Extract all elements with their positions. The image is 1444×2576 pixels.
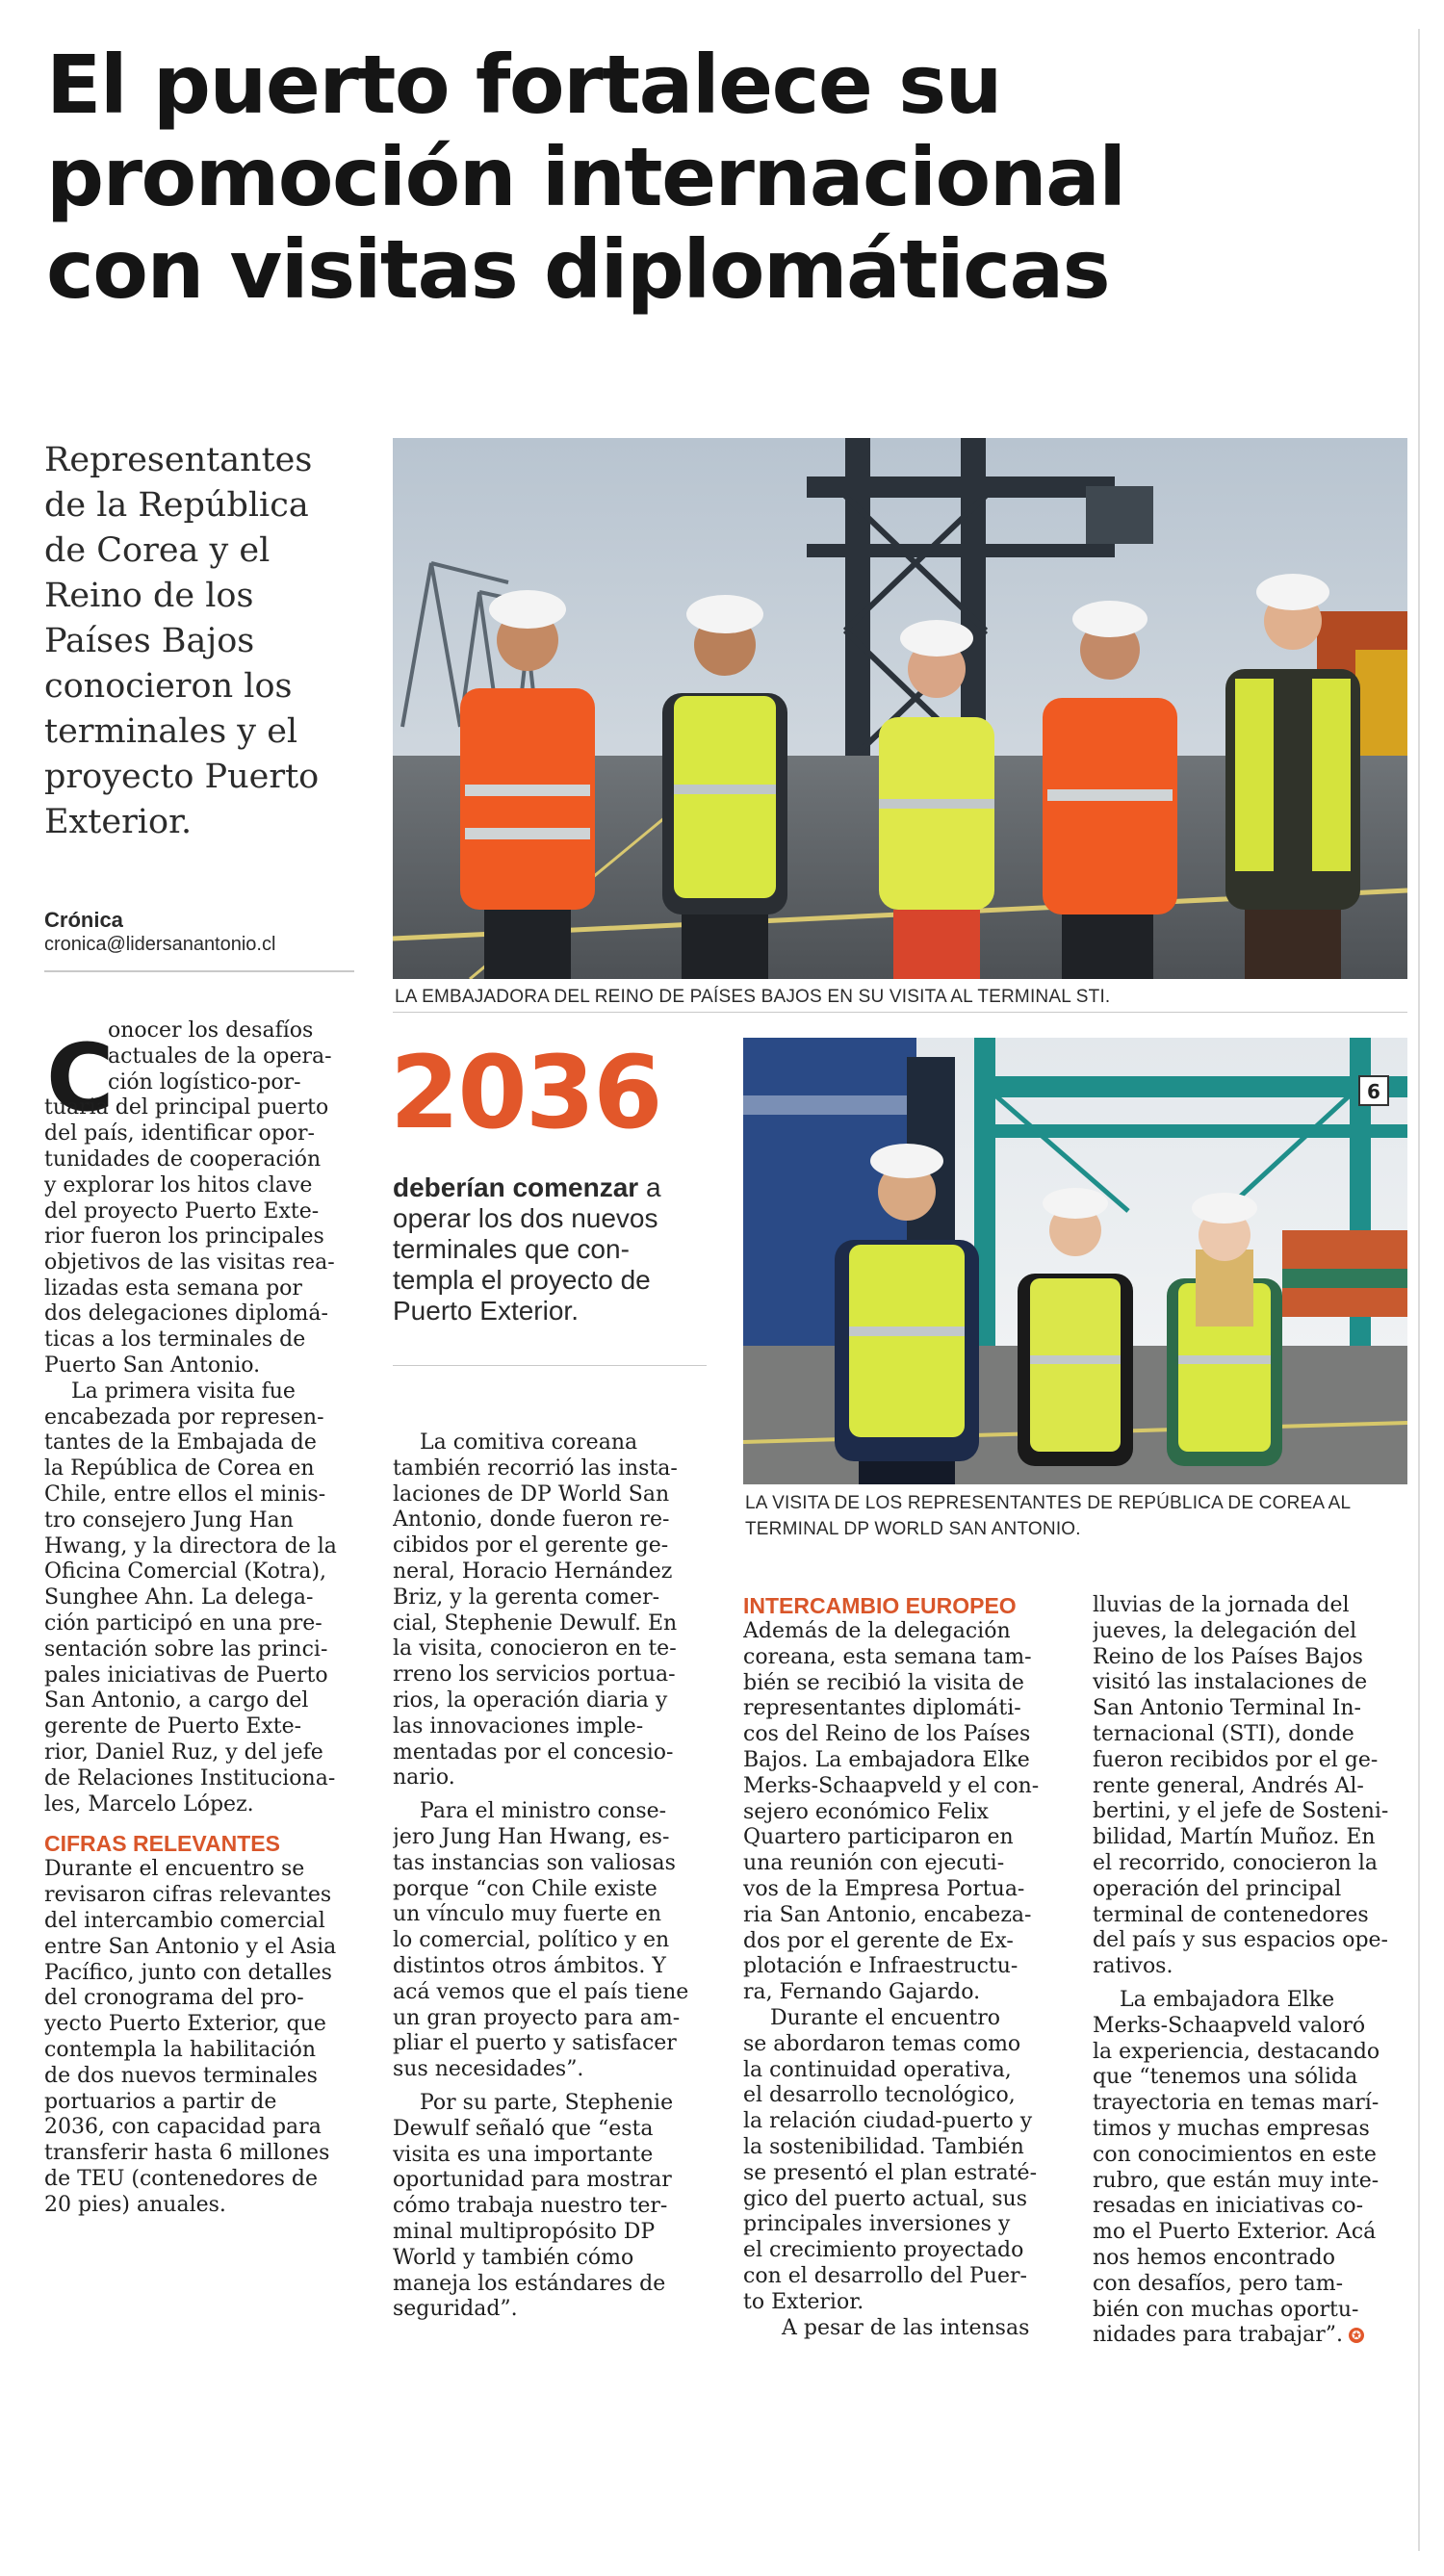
text-line: la sostenibilidad. También [743,2134,1024,2159]
photo-dpworld-caption [745,1490,1351,1542]
subhead-intercambio: INTERCAMBIO EUROPEO [743,1593,1017,1618]
text-line: tantes de la Embajada de [44,1430,317,1455]
byline [44,908,275,956]
text-line: de Relaciones Instituciona- [44,1765,336,1790]
text-line: con desafíos, pero tam- [1093,2271,1344,2296]
photo-sti-image [393,438,1407,979]
text-line: sus necesidades”. [393,2057,584,2082]
text-line: un gran proyecto para am- [393,2005,681,2030]
text-line: Merks-Schaapveld valoró [1093,2013,1366,2038]
text-line: les, Marcelo López. [44,1791,254,1816]
byline-name: Crónica [44,908,123,932]
text-line: la visita, conocieron en te- [393,1636,677,1662]
text-line: nos hemos encontrado [1093,2245,1336,2270]
text-line: el recorrido, conocieron la [1093,1850,1378,1875]
text-line: tro consejero Jung Han [44,1507,294,1533]
text-line: bién se recibió la visita de [743,1670,1024,1695]
text-line: visita es una importante [393,2142,654,2167]
article-column-3 [743,1593,1061,2341]
text-line: gerente de Puerto Exte- [44,1714,302,1739]
highlight-text [393,1172,661,1327]
text-line: rativos. [1093,1954,1173,1979]
subhead-cifras: CIFRAS RELEVANTES [44,1831,280,1857]
crane-number: 6 [1367,1080,1380,1103]
highlight-line: templa el proyecto de [393,1265,651,1295]
text-line: 20 pies) anuales. [44,2192,226,2217]
text-line: Durante el encuentro [770,2005,1000,2030]
text-line: rente general, Andrés Al- [1093,1773,1364,1798]
text-line: La primera visita fue [71,1378,296,1404]
text-line: jueves, la delegación del [1093,1618,1357,1643]
text-line: representantes diplomáti- [743,1696,1021,1721]
deck-line: Representantes [44,441,313,479]
text-line: transferir hasta 6 millones [44,2141,330,2166]
text-line: cibidos por el gerente ge- [393,1533,669,1558]
text-line: Quartero participaron en [743,1825,1014,1850]
byline-rule [44,970,354,972]
text-line: se abordaron temas como [743,2031,1021,2056]
text-line: Dewulf señaló que “esta [393,2116,654,2141]
text-line: que “tenemos una sólida [1093,2065,1358,2090]
text-line: neral, Horacio Hernández [393,1558,673,1584]
text-line: 2036, con capacidad para [44,2115,322,2140]
dropcap: C [46,1024,115,1132]
highlight-bold: deberían comenzar [393,1172,639,1202]
text-line: cos del Reino de los Países [743,1722,1031,1747]
photo-dpworld-visit [743,1038,1407,1484]
text-line: de TEU (contenedores de [44,2166,318,2191]
text-line: Para el ministro conse- [420,1799,667,1824]
text-line: lo comercial, político y en [393,1928,670,1953]
headline-line: promoción internacional [46,130,1125,224]
text-line: la experiencia, destacando [1093,2039,1380,2064]
caption-line: LA VISITA DE LOS REPRESENTANTES DE REPÚBLICA DE COREA AL [745,1493,1352,1513]
text-line: lizadas esta semana por [44,1275,302,1301]
highlight-line: operar los dos nuevos [393,1203,658,1233]
text-line: contempla la habilitación [44,2037,317,2062]
text-line: gico del puerto actual, sus [743,2186,1028,2211]
deck-line: conocieron los [44,667,293,706]
text-line: ticas a los terminales de [44,1327,306,1352]
text-line: Sunghee Ahn. La delega- [44,1585,314,1610]
text-line: el desarrollo tecnológico, [743,2083,1016,2108]
text-line: San Antonio Terminal In- [1093,1696,1361,1721]
text-line: ternacional (STI), donde [1093,1721,1354,1746]
text-line: vos de la Empresa Portua- [743,1876,1025,1901]
headline [46,39,1413,316]
text-line: con el desarrollo del Puer- [743,2263,1027,2288]
caption-line: LA EMBAJADORA DEL REINO DE PAÍSES BAJOS EN SU VISITA AL TERMINAL STI. [395,987,1111,1007]
deck-line: de Corea y el [44,531,271,570]
text-line: Bajos. La embajadora Elke [743,1747,1030,1772]
text-line: también recorrió las insta- [393,1455,678,1481]
article-column-2 [393,1430,707,2323]
photo-sti-visit [393,438,1407,979]
text-line: World y también cómo [393,2245,634,2270]
text-line: nidades para trabajar”. [1093,2323,1343,2348]
text-line: lluvias de la jornada del [1093,1593,1350,1617]
text-line: acá vemos que el país tiene [393,1979,689,2004]
text-line: Briz, y la gerenta comer- [393,1584,660,1610]
text-line: maneja los estándares de [393,2271,666,2296]
text-line: de dos nuevos terminales [44,2063,318,2088]
text-line: tas instancias son valiosas [393,1850,676,1875]
text-line: el crecimiento proyectado [743,2238,1024,2263]
text-line: pliar el puerto y satisfacer [393,2031,677,2056]
headline-line: con visitas diplomáticas [46,222,1110,317]
text-line: rior fueron los principales [44,1224,324,1249]
text-line: y explorar los hitos clave [44,1172,313,1198]
text-line: del país, identificar opor- [44,1121,315,1146]
text-line: del país y sus espacios ope- [1093,1928,1388,1953]
text-line: mo el Puerto Exterior. Acá [1093,2220,1377,2245]
text-line: timos y muchas empresas [1093,2116,1370,2141]
page-edge-rule [1418,29,1420,2551]
text-line: Pacífico, junto con detalles [44,1960,332,1985]
highlight-line: Puerto Exterior. [393,1296,579,1326]
text-line-last [1093,2323,1410,2349]
text-line: porque “con Chile existe [393,1876,658,1901]
text-line: ria San Antonio, encabeza- [743,1902,1032,1927]
text-line: cial, Stephenie Dewulf. En [393,1610,678,1636]
text-line: Durante el encuentro se [44,1857,305,1882]
text-line: rior, Daniel Ruz, y del jefe [44,1739,323,1765]
deck [44,438,362,845]
text-line: del proyecto Puerto Exte- [44,1198,320,1224]
text-line: Oficina Comercial (Kotra), [44,1559,327,1584]
article-column-1 [44,1018,358,2218]
deck-line: proyecto Puerto [44,758,320,796]
text-line: ción logístico-por- [108,1069,301,1095]
text-line: bertini, y el jefe de Sosteni- [1093,1799,1389,1824]
text-line: la continuidad operativa, [743,2057,1012,2082]
text-line: terminal de contenedores [1093,1902,1369,1927]
photo-dpworld-image [743,1038,1407,1484]
text-line: encabezada por represen- [44,1404,324,1430]
end-of-article-icon: ✪ [1349,2328,1364,2343]
highlight-line: terminales que con- [393,1234,630,1264]
text-line: operación del principal [1093,1876,1342,1901]
text-line: plotación e Infraestructu- [743,1954,1019,1979]
text-line: rubro, que están muy inte- [1093,2168,1380,2193]
deck-line: Reino de los [44,577,254,615]
text-line: Merks-Schaapveld y el con- [743,1773,1040,1798]
highlight-line-rest: a [638,1172,661,1202]
text-line: rios, la operación diaria y [393,1687,668,1713]
text-line: laciones de DP World San [393,1481,670,1507]
text-line: entre San Antonio y el Asia [44,1934,337,1959]
highlight-line [393,1172,661,1203]
text-line: objetivos de las visitas rea- [44,1249,335,1275]
text-line: trayectoria en temas marí- [1093,2091,1380,2116]
text-line: nario. [393,1765,455,1790]
text-line: tunidades de cooperación [44,1147,322,1172]
text-line: A pesar de las intensas [782,2315,1030,2340]
highlight-number: 2036 [390,1034,661,1151]
text-line: distintos otros ámbitos. Y [393,1953,666,1978]
text-line: las innovaciones imple- [393,1713,644,1739]
text-line: del intercambio comercial [44,1908,325,1933]
headline-line: El puerto fortalece su [46,38,1001,132]
text-line: con conocimientos en este [1093,2142,1377,2167]
text-line: una reunión con ejecuti- [743,1851,1005,1876]
text-line: mentadas por el concesio- [393,1739,674,1765]
text-line: la República de Corea en [44,1456,315,1481]
text-line: visitó las instalaciones de [1093,1670,1368,1695]
deck-line: Países Bajos [44,622,255,660]
text-line: La embajadora Elke [1120,1987,1335,2012]
text-line: oportunidad para mostrar [393,2168,672,2193]
text-line: bilidad, Martín Muñoz. En [1093,1825,1376,1850]
text-line: cómo trabaja nuestro ter- [393,2194,668,2219]
text-line: resadas en iniciativas co- [1093,2194,1364,2219]
text-line: dos por el gerente de Ex- [743,1928,1014,1953]
text-line: portuarios a partir de [44,2089,277,2114]
text-line: un vínculo muy fuerte en [393,1902,662,1927]
text-line: to Exterior. [743,2289,864,2314]
text-line: principales inversiones y [743,2212,1011,2237]
text-line: revisaron cifras relevantes [44,1883,332,1908]
text-line: La comitiva coreana [420,1430,638,1455]
text-line: Reino de los Países Bajos [1093,1644,1363,1669]
caption-rule [393,1012,1407,1013]
deck-line: de la República [44,486,309,525]
text-line: Chile, entre ellos el minis- [44,1481,326,1507]
text-line: onocer los desafíos [108,1018,314,1043]
text-line: Hwang, y la directora de la [44,1533,337,1558]
text-line: Por su parte, Stephenie [420,2090,674,2115]
text-line: sejero económico Felix [743,1799,989,1824]
article-column-4 [1093,1593,1410,2349]
text-line: San Antonio, a cargo del [44,1688,309,1713]
text-line: pales iniciativas de Puerto [44,1662,328,1687]
deck-line: Exterior. [44,803,193,841]
text-line: sentación sobre las princi- [44,1636,328,1662]
byline-email: cronica@lidersanantonio.cl [44,934,276,955]
text-line: se presentó el plan estraté- [743,2160,1038,2185]
photo-sti-caption [395,984,1110,1010]
caption-line: TERMINAL DP WORLD SAN ANTONIO. [745,1519,1081,1539]
text-line: ra, Fernando Gajardo. [743,1980,981,2005]
text-line: ción participó en una pre- [44,1610,322,1636]
text-line: minal multipropósito DP [393,2219,656,2244]
text-line: yecto Puerto Exterior, que [44,2012,326,2037]
text-line: la relación ciudad-puerto y [743,2109,1033,2134]
deck-line: terminales y el [44,712,298,751]
text-line: jero Jung Han Hwang, es- [393,1824,670,1849]
text-line: Además de la delegación [743,1619,1011,1643]
text-line: del cronograma del pro- [44,1986,304,2011]
text-line: rreno los servicios portua- [393,1662,676,1687]
text-line: Antonio, donde fueron re- [393,1507,670,1533]
text-line: Puerto San Antonio. [44,1352,261,1378]
text-line: bién con muchas oportu- [1093,2297,1359,2322]
text-line: actuales de la opera- [108,1043,332,1069]
lead-block [44,1018,358,1224]
text-line: tuaria del principal puerto [44,1095,329,1121]
highlight-rule [393,1365,707,1366]
text-line: dos delegaciones diplomá- [44,1301,328,1327]
text-line: coreana, esta semana tam- [743,1644,1032,1669]
text-line: fueron recibidos por el ge- [1093,1747,1379,1772]
text-line: seguridad”. [393,2297,518,2322]
